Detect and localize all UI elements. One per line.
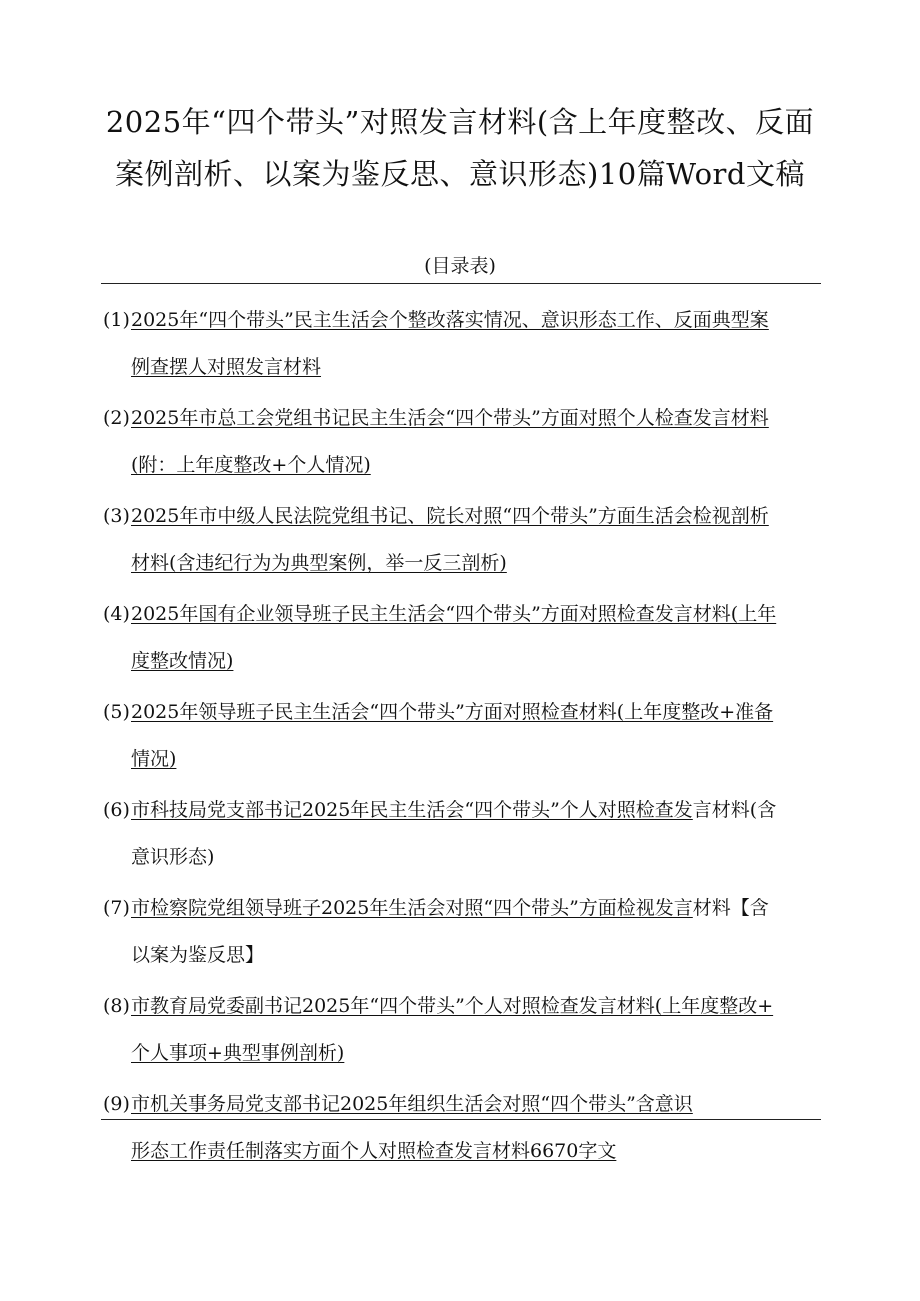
toc-line-2-tail: 以案为鉴反思】 (131, 944, 265, 966)
toc-item-5[interactable] (103, 688, 823, 786)
toc-item-9[interactable] (103, 1080, 823, 1178)
toc-link-line-1[interactable]: 2025年“四个带头”民主生活会个整改落实情况、意识形态工作、反面典型案 (131, 309, 769, 331)
toc-link-line-1[interactable]: 市教育局党委副书记2025年“四个带头”个人对照检查发言材料(上年度整改+ (131, 995, 774, 1017)
toc-link-line-2[interactable]: 情况) (131, 748, 177, 770)
toc-item-number: (8) (103, 995, 130, 1017)
toc-link-line-2[interactable]: (附：上年度整改+个人情况) (131, 454, 371, 476)
toc-link-line-1[interactable]: 2025年国有企业领导班子民主生活会“四个带头”方面对照检查发言材料(上年 (131, 603, 777, 625)
toc-line-1-tail: 材料【含 (692, 897, 769, 919)
toc-item-3[interactable] (103, 492, 823, 590)
toc-item-6[interactable] (103, 786, 823, 884)
toc-item-number: (7) (103, 897, 130, 919)
toc-link-line-2[interactable]: 例查摆人对照发言材料 (131, 356, 322, 378)
toc-item-number: (6) (103, 799, 130, 821)
toc-item-2[interactable] (103, 394, 823, 492)
toc-line-1-tail: 言材料(含 (692, 799, 777, 821)
title-line-2: 案例剖析、以案为鉴反思、意识形态)10篇Word文稿 (115, 157, 805, 191)
toc-top-divider (101, 283, 821, 284)
toc-item-8[interactable] (103, 982, 823, 1080)
toc-item-4[interactable] (103, 590, 823, 688)
toc-item-number: (5) (103, 701, 130, 723)
toc-line-2-tail: 意识形态) (131, 846, 215, 868)
toc-link-line-2[interactable]: 形态工作责任制落实方面个人对照检查发言材料6670字文 (131, 1140, 617, 1162)
toc-link-line-1[interactable]: 2025年领导班子民主生活会“四个带头”方面对照检查材料(上年度整改+准备 (131, 701, 774, 723)
toc-list (103, 296, 823, 1178)
toc-heading: (目录表) (424, 255, 496, 277)
toc-link-line-2[interactable]: 个人事项+典型事例剖析) (131, 1042, 345, 1064)
title-line-1: 2025年“四个带头”对照发言材料(含上年度整改、反面 (105, 105, 815, 139)
toc-item-number: (3) (103, 505, 130, 527)
toc-link-line-1[interactable]: 2025年市中级人民法院党组书记、院长对照“四个带头”方面生活会检视剖析 (131, 505, 769, 527)
toc-item-7[interactable] (103, 884, 823, 982)
toc-item-number: (1) (103, 309, 130, 331)
toc-link-line-1[interactable]: 市检察院党组领导班子2025年生活会对照“四个带头”方面检视发言 (131, 897, 693, 919)
toc-link-line-2[interactable]: 度整改情况) (131, 650, 234, 672)
toc-bottom-divider (101, 1119, 821, 1120)
toc-link-line-1[interactable]: 2025年市总工会党组书记民主生活会“四个带头”方面对照个人检查发言材料 (131, 407, 769, 429)
document-title (100, 96, 820, 200)
toc-item-number: (9) (103, 1093, 130, 1115)
toc-link-line-1[interactable]: 市科技局党支部书记2025年民主生活会“四个带头”个人对照检查发 (131, 799, 693, 821)
toc-item-number: (2) (103, 407, 130, 429)
toc-item-1[interactable] (103, 296, 823, 394)
toc-link-line-2[interactable]: 材料(含违纪行为为典型案例，举一反三剖析) (131, 552, 507, 574)
toc-item-number: (4) (103, 603, 130, 625)
toc-link-line-1[interactable]: 市机关事务局党支部书记2025年组织生活会对照“四个带头”含意识 (131, 1093, 693, 1115)
